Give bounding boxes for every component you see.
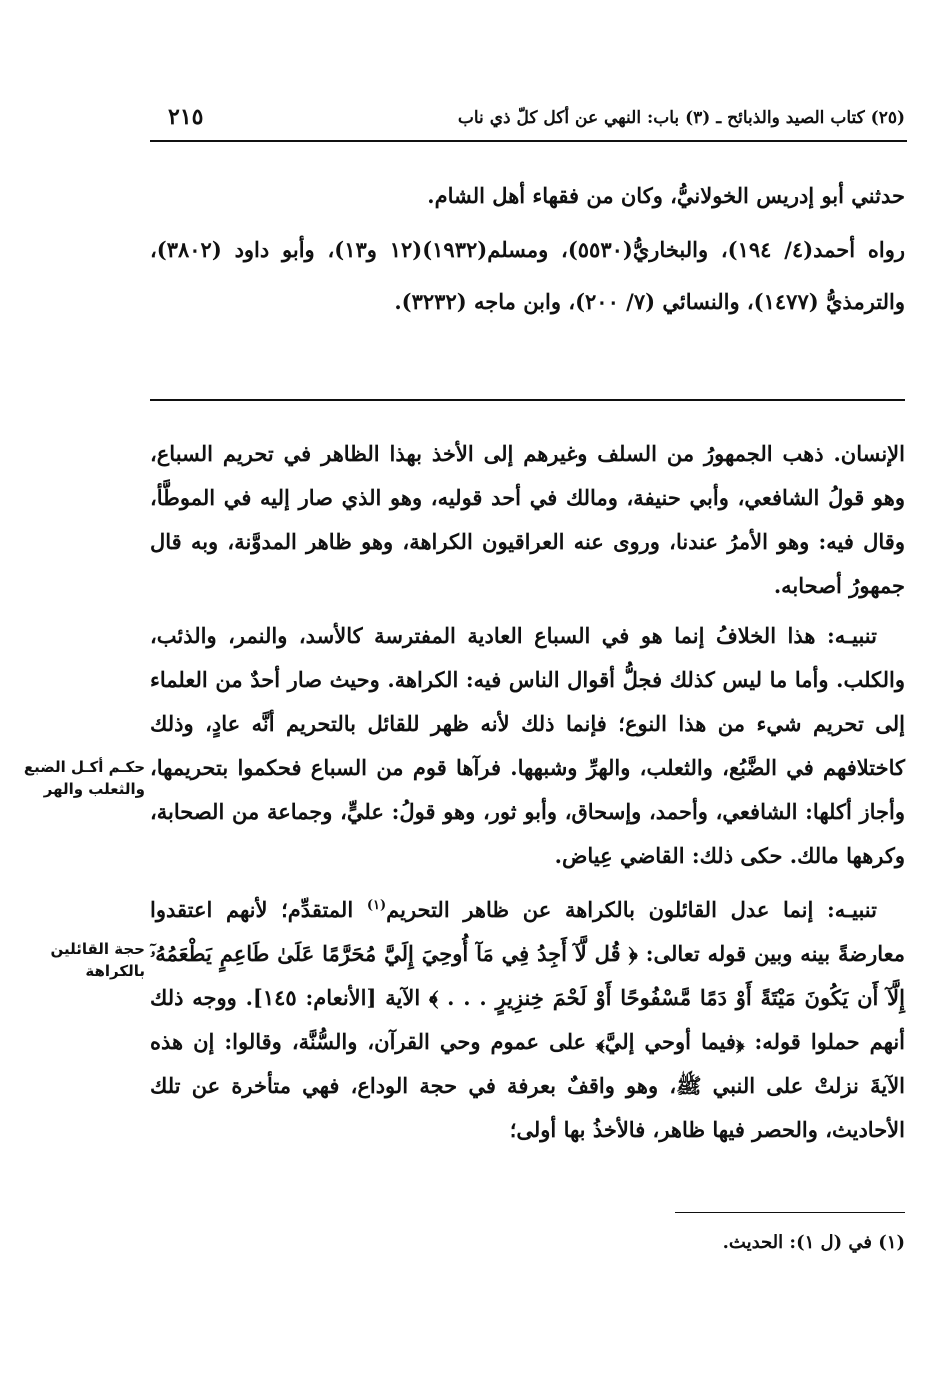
note-label: تنبيـه: [826,623,877,648]
hadith-text [150,176,905,328]
commentary-paragraph-1: الإنسان. ذهب الجمهورُ من السلف وغيرهم إلى الأخذ بهذا الظاهر في تحريم السباع، وهو قولُ الشافعي، وأبي حنيفة، ومالك في أحد قوليه، وهو الذي صار إليه في الموطَّأ، وقال فيه: وهو الأمرُ عندنا، وروى عنه العراقيون الكراهة، وهو ظاهر المدوَّنة، وبه قال جمهورُ أصحابه. [150,441,905,598]
note-label: تنبيـه: [826,897,877,922]
hadith-references: رواه أحمد(٤/ ١٩٤)، والبخاريُّ(٥٥٣٠)، ومسلم(١٩٣٢)(١٢ و١٣)، وأبو داود (٣٨٠٢)، والترمذيُّ (١٤٧٧)، والنسائي (٧/ ٢٠٠)، وابن ماجه (٣٢٣٢). [150,237,906,314]
page-header [150,102,905,138]
page-number: ٢١٥ [168,104,204,130]
commentary-paragraph-2 [150,614,905,878]
note-text-continued: المتقدِّم؛ لأنهم اعتقدوا معارضةً بينه وبين قوله تعالى: ﴿ قُل لَّآ أَجِدُ فِي مَآ أُوحِيَ إِلَيَّ مُحَرَّمًا عَلَىٰ طَاعِمٍ يَطْعَمُهُۥٓ إِلَّآ أَن يَكُونَ مَيْتَةً أَوْ دَمًا مَّسْفُوحًا أَوْ لَحْمَ خِنزِيرٍ . . . ﴾ الآية [الأنعام: ١٤٥]. ووجه ذلك أنهم حملوا قوله: ﴿فيما أوحي إليَّ﴾ على عموم وحي القرآن، والسُّنَّة، وقالوا: إن هذه الآيةَ نزلتْ على النبي ﷺ، وهو واقفٌ بعرفة في حجة الوداع، فهي متأخرة عن تلك الأحاديث، والحصر فيها ظاهر، فالأخذُ بها أولى؛ [150,897,905,1142]
footnote-marker: (١) [366,898,387,913]
commentary-paragraph-3 [150,884,905,1152]
margin-note-ruling: حكـم أكـل الضبع والثعلب والهر [23,758,145,798]
note-text: إنما عدل القائلون بالكراهة عن ظاهر التحريم [386,897,814,922]
running-title: (٢٥) كتاب الصيد والذبائح ـ (٣) باب: النهي عن أكل كلّ ذي ناب [457,108,905,128]
note-text: هذا الخلافُ إنما هو في السباع العادية المفترسة كالأسد، والنمر، والذئب، والكلب. وأما ما ليس كذلك فجلُّ أقوال الناس فيه: الكراهة. وحيث صار أحدٌ من العلماء إلى تحريم شيء من هذا النوع؛ فإنما ذلك لأنه ظهر للقائل بالتحريم أنَّه عادٍ، وذلك كاختلافهم في الضَّبُع، والثعلب، والهرِّ وشبهها. فرآها قوم من السباع فحكموا بتحريمها، وأجاز أكلها: الشافعي، وأحمد، وإسحاق، وأبو ثور، وهو قولُ: عليٍّ، وجماعة من الصحابة، وكرهها مالك. حكى ذلك: القاضي عِياض. [150,623,905,868]
margin-note-argument: حجة القائلين بالكراهة [50,940,145,980]
narrator-line: حدثني أبو إدريس الخولانيُّ، وكان من فقهاء أهل الشام. [427,183,905,208]
header-rule [150,140,907,142]
footnote: (١) في (ل ١): الحديث. [722,1232,905,1253]
section-divider [150,399,905,401]
footnote-rule [675,1212,905,1213]
commentary [150,432,905,1158]
